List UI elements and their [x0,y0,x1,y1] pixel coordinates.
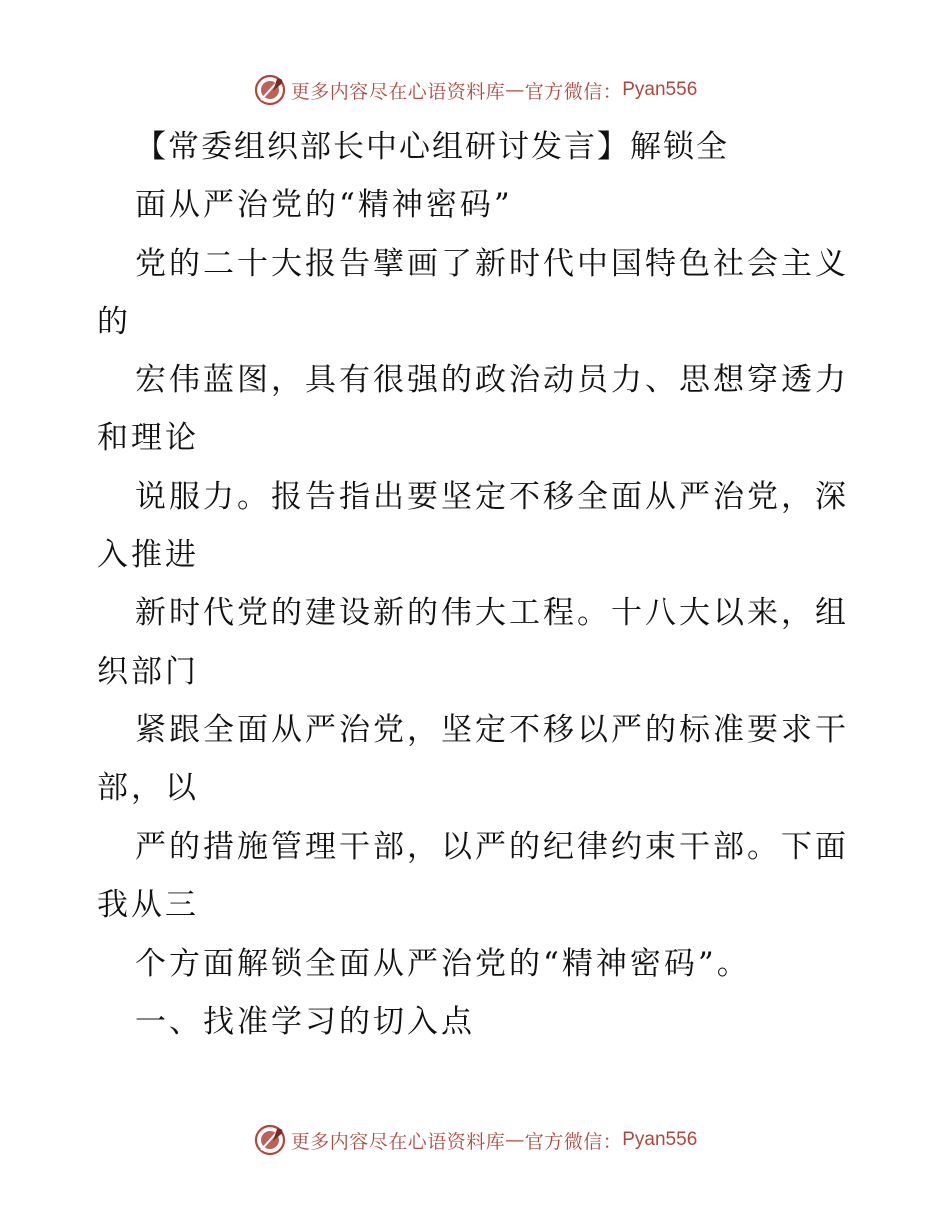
paragraph-line: 紧跟全面从严治党，坚定不移以严的标准要求干 [135,712,849,748]
quill-seal-icon [253,1123,287,1157]
paragraph-line: 入推进 [97,537,199,573]
paragraph-line: 新时代党的建设新的伟大工程。十八大以来，组 [135,595,849,631]
paragraph-line: 织部门 [97,654,199,690]
paragraph-line: 宏伟蓝图，具有很强的政治动员力、思想穿透力 [135,362,849,398]
paragraph-line: 党的二十大报告擘画了新时代中国特色社会主义 [135,246,849,282]
watermark-wechat-id: Pyan556 [622,1129,698,1150]
document-title-line-1: 【常委组织部长中心组研讨发言】解锁全 [135,129,729,165]
paragraph-line: 和理论 [97,420,199,456]
paragraph-line: 说服力。报告指出要坚定不移全面从严治党，深 [135,479,849,515]
watermark-banner-bottom [0,1120,950,1160]
watermark-wechat-label: 官方微信： [524,80,623,103]
watermark-site-text: 更多内容尽在心语资料库 [290,1130,506,1153]
watermark-separator: — [505,79,525,101]
document-title-line-2: 面从严治党的“精神密码” [135,187,513,223]
watermark-separator: — [505,1129,525,1151]
paragraph-line: 的 [97,304,131,340]
watermark-site-text: 更多内容尽在心语资料库 [290,80,506,103]
paragraph-line: 我从三 [97,887,199,923]
watermark-wechat-id: Pyan556 [622,79,698,100]
paragraph-line: 严的措施管理干部，以严的纪律约束干部。下面 [135,829,849,865]
watermark-wechat-label: 官方微信： [524,1130,623,1153]
paragraph-line: 个方面解锁全面从严治党的“精神密码”。 [135,946,751,982]
paragraph-line: 部，以 [97,770,199,806]
section-heading: 一、找准学习的切入点 [135,1004,475,1040]
